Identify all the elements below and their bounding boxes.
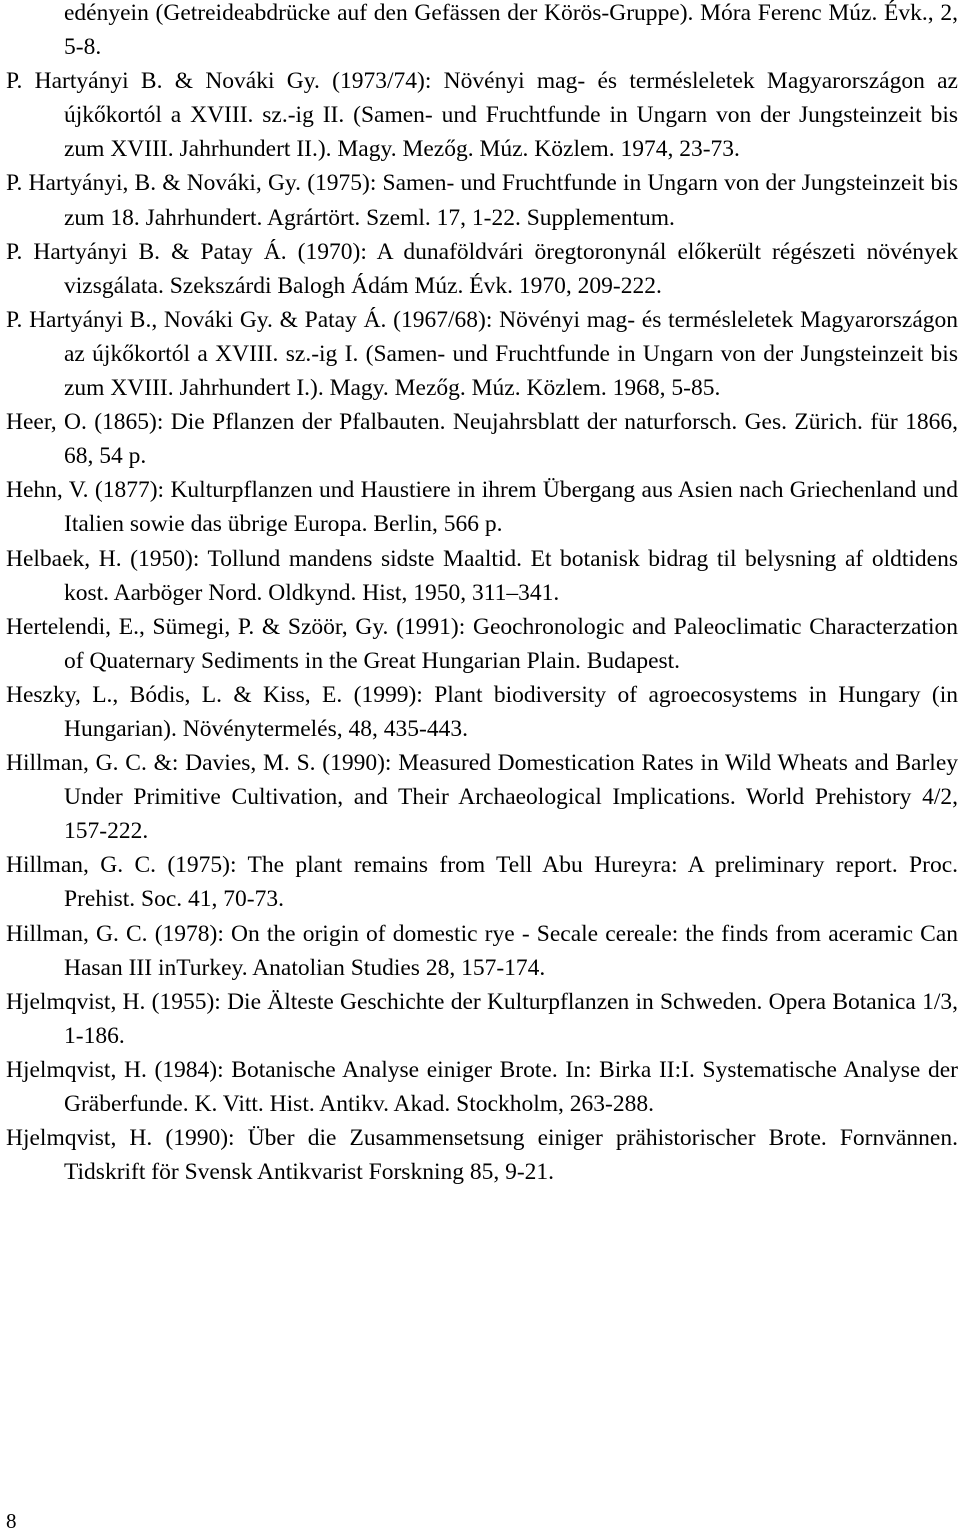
reference-entry: Helbaek, H. (1950): Tollund mandens sidste Maaltid. Et botanisk bidrag til belysning af oldtidens kost. Aarböger Nord. Oldkynd. Hist, 1950, 311–341. xyxy=(6,545,958,606)
reference-entry: Hjelmqvist, H. (1984): Botanische Analyse einiger Brote. In: Birka II:I. Systematische Analyse der Gräberfunde. K. Vitt. Hist. Antikv. Akad. Stockholm, 263-288. xyxy=(6,1056,958,1117)
reference-entry: P. Hartyányi B. & Nováki Gy. (1973/74): Növényi mag- és termésleletek Magyarországon az újkőkortól a XVIII. sz.-ig II. (Samen- und Fruchtfunde in Ungarn von der Jungsteinzeit bis zum XVIII. Jahrhundert II.). Magy. Mezőg. Múz. Közlem. 1974, 23-73. xyxy=(6,68,958,163)
reference-entry: Hillman, G. C. &: Davies, M. S. (1990): Measured Domestication Rates in Wild Wheats and Barley Under Primitive Cultivation, and Their Archaeological Implications. World Prehistory 4/2, 157-222. xyxy=(6,750,958,845)
reference-entry: edényein (Getreideabdrücke auf den Gefässen der Körös-Gruppe). Móra Ferenc Múz. Évk., 2, 5-8. xyxy=(64,0,958,61)
reference-entry: Hehn, V. (1877): Kulturpflanzen und Haustiere in ihrem Übergang aus Asien nach Griechenland und Italien sowie das übrige Europa. Berlin, 566 p. xyxy=(6,477,958,538)
reference-entry: Hertelendi, E., Sümegi, P. & Szöör, Gy. (1991): Geochronologic and Paleoclimatic Characterzation of Quaternary Sediments in the Great Hungarian Plain. Budapest. xyxy=(6,613,958,674)
reference-entry: P. Hartyányi, B. & Nováki, Gy. (1975): Samen- und Fruchtfunde in Ungarn von der Jungsteinzeit bis zum 18. Jahrhundert. Agrártört. Szeml. 17, 1-22. Supplementum. xyxy=(6,170,958,231)
page-number: 8 xyxy=(6,1509,17,1533)
reference-entry: Hillman, G. C. (1978): On the origin of domestic rye - Secale cereale: the finds from aceramic Can Hasan III inTurkey. Anatolian Studies 28, 157-174. xyxy=(6,920,958,981)
reference-entry: P. Hartyányi B., Nováki Gy. & Patay Á. (1967/68): Növényi mag- és termésleletek Magyarországon az újkőkortól a XVIII. sz.-ig I. (Samen- und Fruchtfunde in Ungarn von der Jungsteinzeit bis zum XVIII. Jahrhundert I.). Magy. Mezőg. Múz. Közlem. 1968, 5-85. xyxy=(6,306,958,402)
reference-entry: Heer, O. (1865): Die Pflanzen der Pfalbauten. Neujahrsblatt der naturforsch. Ges. Zürich. für 1866, 68, 54 p. xyxy=(6,409,958,470)
reference-entry: Hjelmqvist, H. (1955): Die Älteste Geschichte der Kulturpflanzen in Schweden. Opera Botanica 1/3, 1-186. xyxy=(6,988,958,1049)
reference-entry: Hjelmqvist, H. (1990): Über die Zusammensetsung einiger prähistorischer Brote. Fornvännen. Tidskrift för Svensk Antikvarist Forskning 85, 9-21. xyxy=(6,1125,958,1186)
reference-entry: Heszky, L., Bódis, L. & Kiss, E. (1999): Plant biodiversity of agroecosystems in Hungary (in Hungarian). Növénytermelés, 48, 435-443. xyxy=(6,681,958,742)
reference-list xyxy=(6,0,958,1189)
reference-entry: Hillman, G. C. (1975): The plant remains from Tell Abu Hureyra: A preliminary report. Proc. Prehist. Soc. 41, 70-73. xyxy=(6,852,958,913)
reference-entry: P. Hartyányi B. & Patay Á. (1970): A dunaföldvári öregtoronynál előkerült régészeti növények vizsgálata. Szekszárdi Balogh Ádám Múz. Évk. 1970, 209-222. xyxy=(6,238,958,299)
